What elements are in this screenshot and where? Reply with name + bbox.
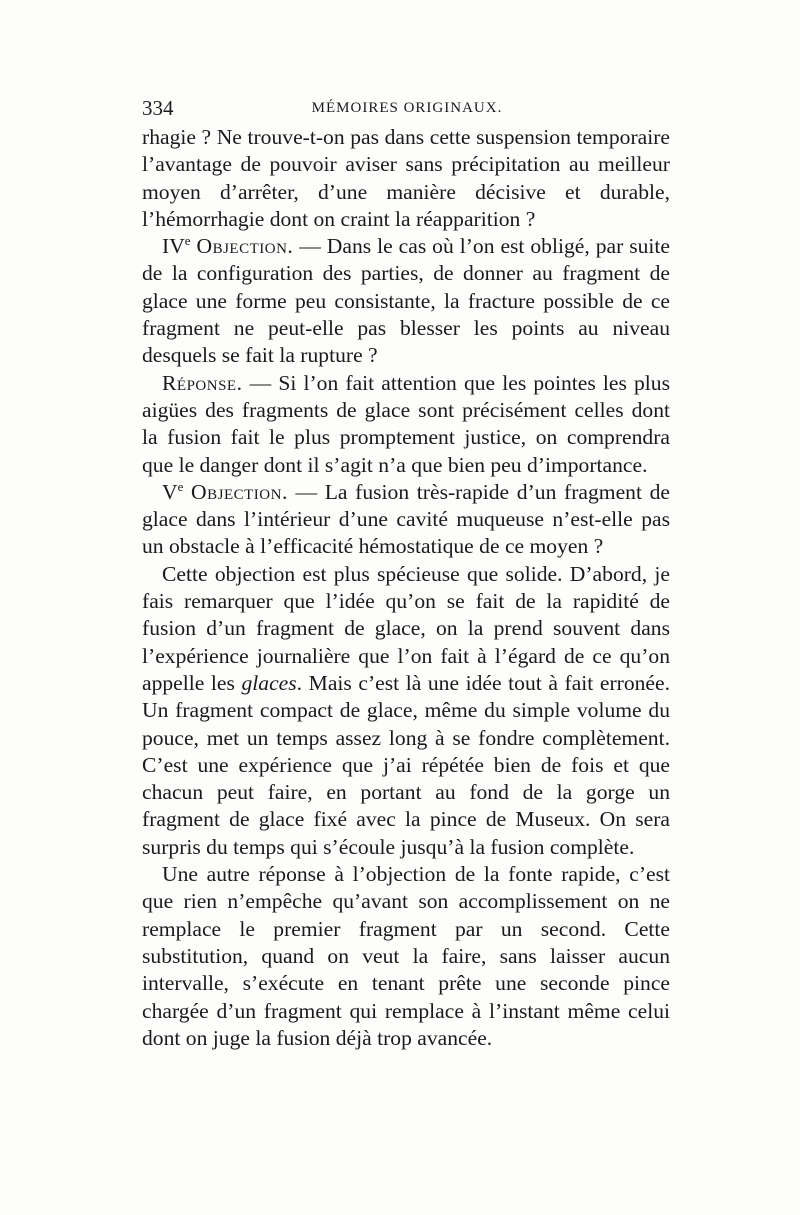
paragraph-argument [142, 561, 670, 861]
paragraph-text: . Mais c’est là une idée tout à fait erronée. Un fragment compact de glace, même du simple volume du pouce, met un temps assez long à se fondre complètement. C’est une expérience que j’ai répétée bien de fois et que chacun peut faire, en portant au fond de la gorge un fragment de glace fixé avec la pince de Museux. On sera surpris du temps qui s’écoule jusqu’à la fusion complète. [142, 670, 670, 859]
objection-numeral: V [162, 479, 178, 504]
paragraph-objection-5 [142, 479, 670, 561]
paragraph-text: Cette objection est plus spécieuse que solide. D’abord, je fais remarquer que l’idée qu’on se fait de la rapidité de fusion d’un fragment de glace, on la prend souvent dans l’expérience journalière que l’on fait à l’égard de ce qu’on appelle les [142, 561, 670, 695]
objection-label: Objection. [191, 479, 288, 504]
body-text [142, 124, 670, 1052]
paragraph-text: — Si l’on fait attention que les pointes les plus aigües des fragments de glace sont précisément celles dont la fusion fait le plus promptement justice, on comprendra que le danger dont il s’agit n’a que bien peu d’importance. [142, 370, 670, 477]
response-label: Réponse. [162, 370, 243, 395]
paragraph-text: — Dans le cas où l’on est obligé, par suite de la configuration des parties, de donner au fragment de glace une forme peu consistante, la fracture possible de ce fragment ne peut-elle pas blesser les points au niveau desquels se fait la rupture ? [142, 234, 670, 368]
page-number: 334 [142, 96, 174, 120]
running-title: MÉMOIRES ORIGINAUX. [311, 100, 503, 116]
paragraph-text: Une autre réponse à l’objection de la fonte rapide, c’est que rien n’empêche qu’avant son accomplissement on ne remplace le premier fragment par un second. Cette substitution, quand on veut la faire, sans laisser aucun intervalle, s’exécute en tenant prête une seconde pince chargée d’un fragment qui remplace à l’instant même celui dont on juge la fusion déjà trop avancée. [142, 862, 670, 1050]
numeral-superscript: e [177, 478, 184, 494]
paragraph-second-response [142, 861, 670, 1052]
paragraph-text: — La fusion très-rapide d’un fragment de glace dans l’intérieur d’une cavité muqueuse n’est-elle pas un obstacle à l’efficacité hémostatique de ce moyen ? [142, 479, 670, 559]
paragraph-response [142, 370, 670, 479]
paragraph-objection-4 [142, 233, 670, 369]
paragraph-text: rhagie ? Ne trouve-t-on pas dans cette suspension temporaire l’avantage de pouvoir aviser sans précipitation au meilleur moyen d’arrêter, d’une manière décisive et durable, l’hémorrhagie dont on craint la réapparition ? [142, 125, 670, 231]
objection-label: Objection. [196, 234, 294, 259]
numeral-superscript: e [184, 233, 191, 248]
paragraph-continuation [142, 124, 670, 233]
objection-numeral: IV [162, 234, 185, 259]
italic-term: glaces [241, 670, 297, 695]
running-head [142, 96, 672, 126]
